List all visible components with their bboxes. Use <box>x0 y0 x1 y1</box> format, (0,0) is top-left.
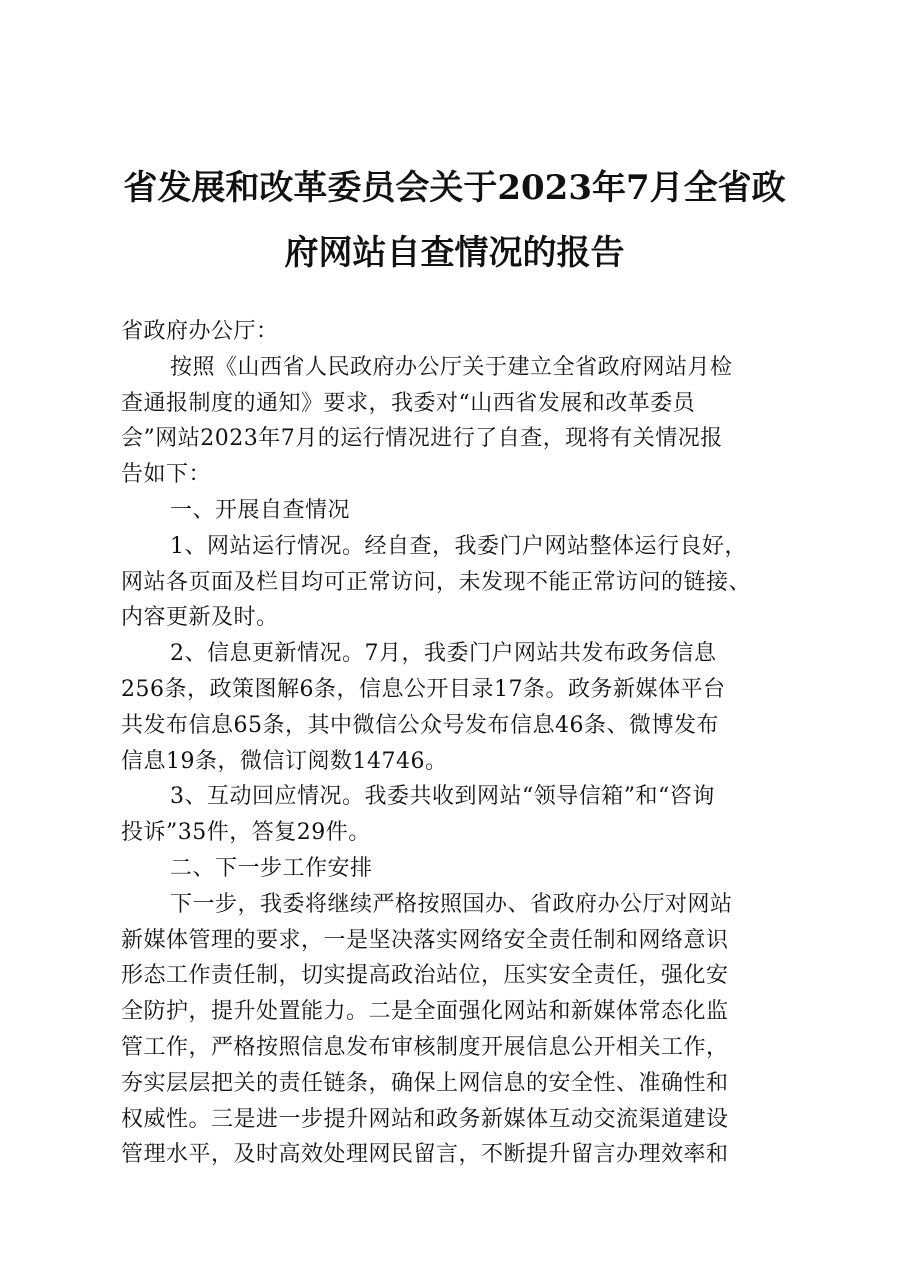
body-line: 投诉”35件，答复29件。 <box>121 820 371 845</box>
document-title-line-2: 府网站自查情况的报告 <box>284 233 625 273</box>
body-line: 256条，政策图解6条，信息公开目录17条。政务新媒体平台 <box>121 677 726 702</box>
body-line: 1、网站运行情况。经自查，我委门户网站整体运行良好， <box>170 534 747 559</box>
body-line: 3、互动回应情况。我委共收到网站“领导信箱”和“咨询 <box>170 784 715 809</box>
body-line: 2、信息更新情况。7月，我委门户网站共发布政务信息 <box>170 641 717 666</box>
body-line: 夯实层层把关的责任链条，确保上网信息的安全性、准确性和 <box>121 1071 729 1096</box>
body-line: 形态工作责任制，切实提高政治站位，压实安全责任，强化安 <box>121 963 729 988</box>
section-heading: 一、开展自查情况 <box>170 498 351 523</box>
body-line: 内容更新及时。 <box>121 605 279 630</box>
body-line: 告如下： <box>121 462 212 487</box>
body-line: 新媒体管理的要求，一是坚决落实网络安全责任制和网络意识 <box>121 928 729 953</box>
body-line: 管工作，严格按照信息发布审核制度开展信息公开相关工作， <box>121 1035 729 1060</box>
body-line: 下一步，我委将继续严格按照国办、省政府办公厅对网站 <box>170 892 733 917</box>
section-heading: 二、下一步工作安排 <box>170 856 373 881</box>
body-line: 管理水平，及时高效处理网民留言，不断提升留言办理效率和 <box>121 1142 729 1167</box>
body-line: 会”网站2023年7月的运行情况进行了自查，现将有关情况报 <box>121 426 723 451</box>
salutation: 省政府办公厅： <box>121 319 279 344</box>
body-line: 信息19条，微信订阅数14746。 <box>121 749 448 774</box>
body-line: 网站各页面及栏目均可正常访问，未发现不能正常访问的链接、 <box>121 570 752 595</box>
document-title-line-1: 省发展和改革委员会关于2023年7月全省政 <box>123 168 786 208</box>
body-line: 查通报制度的通知》要求，我委对“山西省发展和改革委员 <box>121 391 696 416</box>
body-line: 按照《山西省人民政府办公厅关于建立全省政府网站月检 <box>170 355 733 380</box>
body-line: 权威性。三是进一步提升网站和政务新媒体互动交流渠道建设 <box>121 1107 729 1132</box>
body-line: 共发布信息65条，其中微信公众号发布信息46条、微博发布 <box>121 713 719 738</box>
body-line: 全防护，提升处置能力。二是全面强化网站和新媒体常态化监 <box>121 999 729 1024</box>
